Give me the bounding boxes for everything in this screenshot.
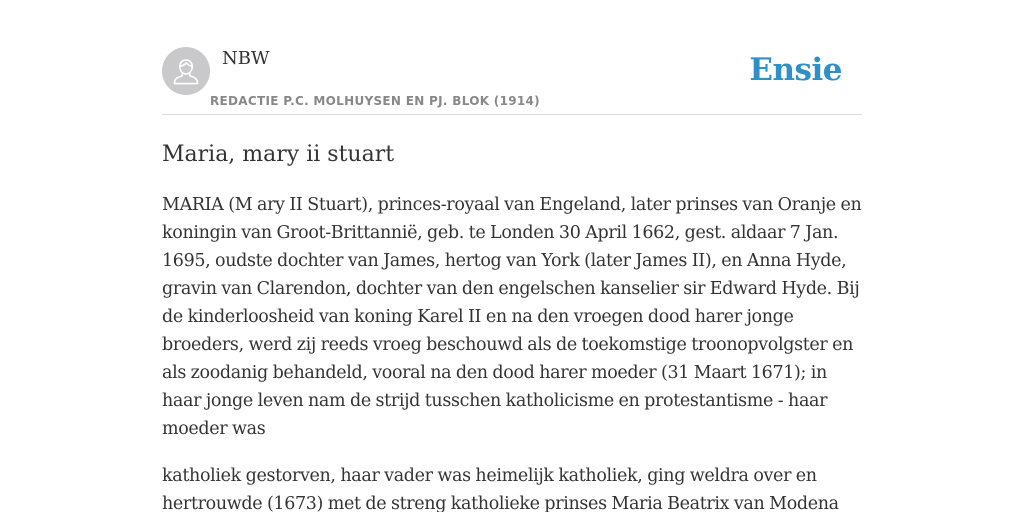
user-icon	[162, 47, 210, 95]
author-name[interactable]: NBW	[222, 48, 270, 69]
ensie-logo[interactable]: Ensie	[749, 52, 842, 88]
page-header	[162, 47, 862, 115]
article-paragraph: katholiek gestorven, haar vader was heimelijk katholiek, ging weldra over en hertrouwde (1673) met de streng katholieke prinses Maria Beatrix van Modena	[162, 466, 839, 512]
author-avatar[interactable]	[162, 47, 210, 95]
article-body	[162, 191, 862, 512]
page-title: Maria, mary ii stuart	[162, 142, 395, 167]
article-paragraph: MARIA (M ary II Stuart), princes-royaal van Engeland, later prinses van Oranje en koningin van Groot-Brittannië, geb. te Londen 30 April 1662, gest. aldaar 7 Jan. 1695, oudste dochter van James, hertog van York (later James II), en Anna Hyde, gravin van Clarendon, dochter van den engelschen kanselier sir Edward Hyde. Bij de kinderloosheid van koning Karel II en na den vroegen dood harer jonge broeders, werd zij reeds vroeg beschouwd als de toekomstige troonopvolgster en als zoodanig behandeld, vooral na den dood harer moeder (31 Maart 1671); in haar jonge leven nam de strijd tusschen katholicisme en protestantisme - haar moeder was	[162, 195, 862, 439]
author-subtitle: REDACTIE P.C. MOLHUYSEN EN PJ. BLOK (1914)	[210, 94, 540, 108]
page-container	[162, 47, 862, 512]
